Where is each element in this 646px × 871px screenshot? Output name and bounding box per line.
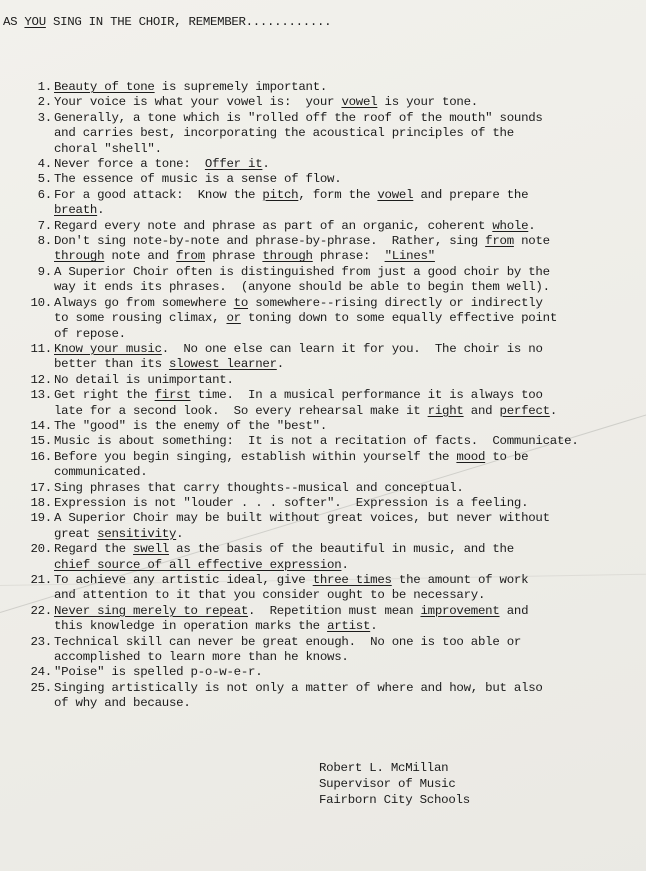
text-segment: communicated.: [54, 465, 148, 480]
text-segment: is your tone.: [377, 95, 478, 110]
underlined-text: swell: [133, 542, 169, 557]
underlined-text: through: [54, 249, 105, 264]
item-number: 5.: [37, 172, 52, 187]
title-you: YOU: [24, 15, 46, 29]
underlined-text: slowest learner: [168, 357, 277, 372]
item-line: [54, 481, 620, 496]
item-line: [54, 696, 620, 711]
list-item: [20, 665, 620, 680]
underlined-text: sensitivity: [97, 526, 177, 541]
text-segment: .: [97, 203, 105, 218]
text-segment: .: [341, 557, 349, 572]
text-segment: to some rousing climax,: [54, 311, 227, 326]
text-segment: , form the: [298, 187, 378, 202]
text-segment: way it ends its phrases. (anyone should be able to begin them well).: [54, 280, 550, 295]
list-item: [20, 573, 620, 604]
item-line: [54, 542, 620, 557]
item-number: 7.: [37, 218, 52, 233]
item-number: 4.: [37, 157, 52, 172]
underlined-text: first: [154, 388, 191, 403]
item-number: 24.: [30, 665, 52, 680]
item-text: [54, 450, 620, 481]
item-text: [54, 419, 620, 434]
item-number: 8.: [37, 234, 52, 249]
item-text: [54, 296, 620, 342]
item-number: 9.: [37, 264, 52, 279]
text-segment: Get right the: [54, 388, 155, 403]
item-line: [54, 296, 620, 311]
item-number: 13.: [30, 388, 52, 403]
list-item: [20, 635, 620, 666]
list-item: [20, 419, 620, 434]
text-segment: "Poise" is spelled p-o-w-e-r.: [54, 665, 263, 680]
text-segment: To achieve any artistic ideal, give: [54, 573, 313, 587]
text-segment: time. In a musical performance it is always too: [190, 388, 543, 403]
item-line: [54, 142, 620, 157]
item-line: [54, 219, 620, 234]
item-number: 12.: [30, 372, 52, 387]
item-line: [54, 111, 620, 126]
text-segment: choral "shell".: [54, 141, 162, 156]
text-segment: Don't sing note-by-note and phrase-by-phrase. Rather, sing: [54, 234, 486, 249]
signature-name: Robert L. McMillan: [319, 761, 449, 775]
underlined-text: pitch: [262, 187, 299, 202]
item-number: 2.: [37, 95, 52, 110]
text-segment: Singing artistically is not only a matter of where and how, but also: [54, 680, 543, 695]
underlined-text: three times: [312, 573, 392, 587]
list-item: [20, 681, 620, 712]
item-text: [54, 573, 620, 604]
text-segment: late for a second look. So every rehearsal make it: [54, 403, 428, 418]
item-text: [54, 188, 620, 219]
item-text: [54, 542, 620, 573]
item-number: 11.: [30, 341, 52, 356]
list-item: [20, 80, 620, 95]
underlined-text: right: [427, 403, 464, 418]
text-segment: and attention to it that you consider ought to be necessary.: [54, 588, 486, 603]
item-text: [54, 511, 620, 542]
underlined-text: through: [262, 249, 313, 264]
list-item: [20, 265, 620, 296]
underlined-text: Offer it: [204, 157, 263, 172]
text-segment: note: [513, 234, 550, 249]
text-segment: the amount of work: [391, 573, 529, 587]
item-line: [54, 80, 620, 95]
item-line: [54, 573, 620, 588]
list-item: [20, 234, 620, 265]
item-text: [54, 219, 620, 234]
text-segment: somewhere--rising directly or indirectly: [248, 295, 543, 310]
text-segment: and: [499, 603, 529, 618]
item-line: [54, 249, 620, 264]
underlined-text: Beauty of tone: [54, 80, 155, 94]
text-segment: is supremely important.: [154, 80, 328, 94]
list-item: [20, 188, 620, 219]
text-segment: and carries best, incorporating the acoustical principles of the: [54, 126, 514, 141]
item-line: [54, 157, 620, 172]
list-item: [20, 342, 620, 373]
item-line: [54, 327, 620, 342]
item-text: [54, 265, 620, 296]
list-item: [20, 373, 620, 388]
text-segment: Generally, a tone which is "rolled off the roof of the mouth" sounds: [54, 110, 543, 125]
text-segment: to be: [485, 449, 529, 464]
item-line: [54, 388, 620, 403]
item-line: [54, 357, 620, 372]
text-segment: of why and because.: [54, 696, 191, 711]
text-segment: . No one else can learn it for you. The choir is no: [161, 341, 543, 356]
list-item: [20, 388, 620, 419]
text-segment: better than its: [54, 357, 169, 372]
text-segment: .: [276, 357, 284, 372]
item-line: [54, 265, 620, 280]
item-line: [54, 419, 620, 434]
item-number: 16.: [30, 449, 52, 464]
list-item: [20, 511, 620, 542]
item-number: 21.: [30, 573, 52, 587]
text-segment: phrase:: [312, 249, 385, 264]
text-segment: accomplished to learn more than he knows.: [54, 650, 349, 665]
signature-role: Supervisor of Music: [319, 777, 456, 791]
list-item: [20, 111, 620, 157]
list-item: [20, 172, 620, 187]
underlined-text: vowel: [341, 95, 378, 110]
item-line: [54, 404, 620, 419]
item-number: 1.: [37, 80, 52, 94]
item-line: [54, 604, 620, 619]
item-text: [54, 342, 620, 373]
signature-block: [319, 760, 470, 808]
text-segment: .: [262, 157, 270, 172]
item-line: [54, 311, 620, 326]
signature-org: Fairborn City Schools: [319, 793, 470, 807]
underlined-text: artist: [327, 619, 371, 634]
item-number: 6.: [37, 187, 52, 202]
title-rest: SING IN THE CHOIR, REMEMBER............: [45, 15, 332, 29]
text-segment: .: [370, 619, 378, 634]
item-line: [54, 280, 620, 295]
text-segment: note and: [104, 249, 177, 264]
item-text: [54, 434, 620, 449]
item-line: [54, 342, 620, 357]
text-segment: Never force a tone:: [54, 157, 205, 172]
item-line: [54, 434, 620, 449]
item-line: [54, 126, 620, 141]
item-text: [54, 234, 620, 265]
item-line: [54, 234, 620, 249]
item-line: [54, 681, 620, 696]
list-item: [20, 157, 620, 172]
list-item: [20, 481, 620, 496]
item-text: [54, 172, 620, 187]
underlined-text: chief source of all effective expression: [54, 557, 342, 572]
item-number: 10.: [30, 295, 52, 310]
text-segment: toning down to some equally effective point: [240, 311, 558, 326]
list-item: [20, 296, 620, 342]
item-line: [54, 650, 620, 665]
item-line: [54, 527, 620, 542]
item-line: [54, 465, 620, 480]
item-text: [54, 80, 620, 95]
text-segment: this knowledge in operation marks the: [54, 619, 328, 634]
item-line: [54, 172, 620, 187]
underlined-text: from: [176, 249, 205, 264]
text-segment: and prepare the: [413, 187, 529, 202]
list-item: [20, 434, 620, 449]
text-segment: A Superior Choir often is distinguished from just a good choir by the: [54, 264, 550, 279]
item-text: [54, 665, 620, 680]
item-number: 19.: [30, 511, 52, 526]
item-text: [54, 481, 620, 496]
text-segment: .: [176, 526, 184, 541]
underlined-text: to: [233, 295, 249, 310]
list-item: [20, 604, 620, 635]
item-line: [54, 635, 620, 650]
list-item: [20, 542, 620, 573]
item-text: [54, 604, 620, 635]
text-segment: Before you begin singing, establish within yourself the: [54, 449, 457, 464]
list-item: [20, 95, 620, 110]
title-prefix: AS: [3, 15, 25, 29]
item-line: [54, 203, 620, 218]
underlined-text: or: [226, 311, 241, 326]
underlined-text: mood: [456, 449, 486, 464]
underlined-text: perfect: [499, 403, 550, 418]
underlined-text: "Lines": [384, 249, 435, 264]
item-line: [54, 511, 620, 526]
text-segment: . Repetition must mean: [248, 603, 421, 618]
item-text: [54, 111, 620, 157]
text-segment: Regard the: [54, 542, 134, 557]
underlined-text: Know your music: [54, 341, 162, 356]
item-number: 20.: [30, 542, 52, 557]
item-line: [54, 665, 620, 680]
item-text: [54, 388, 620, 419]
item-text: [54, 496, 620, 511]
underlined-text: Never sing merely to repeat: [54, 603, 249, 618]
item-line: [54, 619, 620, 634]
text-segment: Expression is not "louder . . . softer". Expression is a feeling.: [54, 495, 529, 510]
text-segment: The essence of music is a sense of flow.: [54, 172, 342, 187]
underlined-text: from: [485, 234, 514, 249]
item-line: [54, 558, 620, 573]
text-segment: A Superior Choir may be built without great voices, but never without: [54, 511, 550, 526]
text-segment: Regard every note and phrase as part of an organic, coherent: [54, 218, 493, 233]
item-line: [54, 450, 620, 465]
underlined-text: breath: [54, 203, 98, 218]
item-number: 18.: [30, 495, 52, 510]
rules-list: [20, 80, 620, 712]
text-segment: .: [528, 218, 536, 233]
item-number: 23.: [30, 634, 52, 649]
document-title: [3, 15, 331, 29]
text-segment: For a good attack: Know the: [54, 187, 263, 202]
list-item: [20, 219, 620, 234]
text-segment: phrase: [204, 249, 263, 264]
item-number: 17.: [30, 480, 52, 495]
text-segment: as the basis of the beautiful in music, and the: [168, 542, 514, 557]
item-line: [54, 373, 620, 388]
text-segment: Your voice is what your vowel is: your: [54, 95, 342, 110]
item-number: 14.: [30, 418, 52, 433]
list-item: [20, 496, 620, 511]
item-number: 22.: [30, 603, 52, 618]
text-segment: .: [549, 403, 558, 418]
text-segment: Technical skill can never be great enough. No one is too able or: [54, 634, 522, 649]
item-line: [54, 95, 620, 110]
item-line: [54, 588, 620, 603]
text-segment: and: [463, 403, 500, 418]
item-text: [54, 373, 620, 388]
item-number: 3.: [37, 110, 52, 125]
text-segment: No detail is unimportant.: [54, 372, 234, 387]
item-text: [54, 95, 620, 110]
text-segment: Always go from somewhere: [54, 295, 234, 310]
item-line: [54, 188, 620, 203]
list-item: [20, 450, 620, 481]
text-segment: The "good" is the enemy of the "best".: [54, 418, 328, 433]
text-segment: Sing phrases that carry thoughts--musical and conceptual.: [54, 480, 464, 495]
text-segment: of repose.: [54, 326, 126, 341]
underlined-text: improvement: [420, 603, 500, 618]
underlined-text: vowel: [377, 187, 414, 202]
item-line: [54, 496, 620, 511]
item-number: 25.: [30, 680, 52, 695]
underlined-text: whole: [492, 218, 529, 233]
item-text: [54, 157, 620, 172]
item-text: [54, 681, 620, 712]
text-segment: great: [54, 526, 98, 541]
item-number: 15.: [30, 434, 52, 449]
item-text: [54, 635, 620, 666]
text-segment: Music is about something: It is not a recitation of facts. Communicate.: [54, 434, 579, 449]
